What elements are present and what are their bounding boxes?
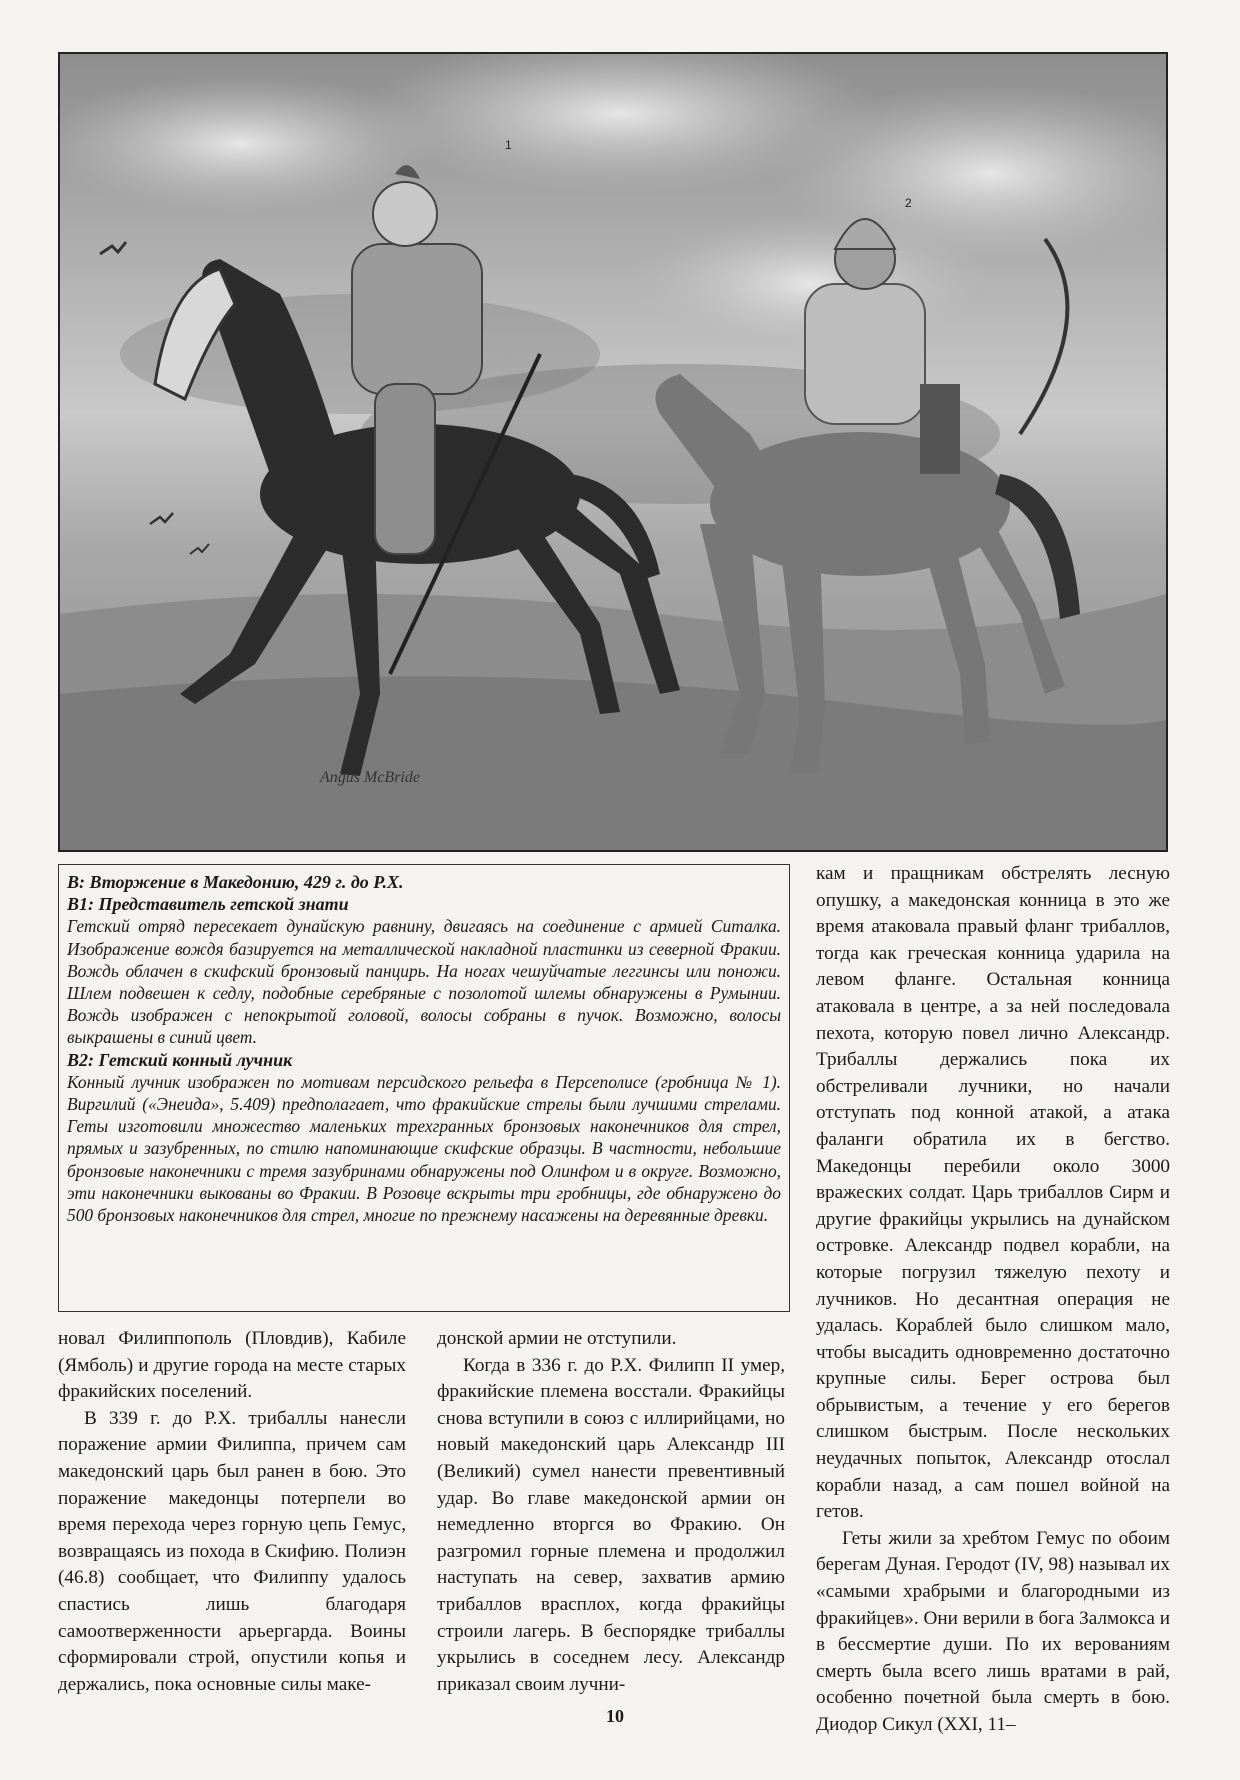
illustration-graphic (60, 54, 1166, 850)
plate-caption-box (58, 864, 790, 1312)
figure-marker-2: 2 (905, 196, 912, 210)
right-column (816, 861, 1170, 1739)
middle-column (437, 1326, 785, 1698)
b1-text: Гетский отряд пересекает дунайскую равнину, двигаясь на соединение с армией Ситалка. Изображение вождя базируется на металлической накладной пластинки из северной Фракии. Вождь облачен в скифский бронзовый панцирь. На ногах чешуйчатые леггинсы или поножи. Шлем подвешен к седлу, подобные серебряные с позолотой шлемы обнаружены в Румынии. Вождь изображен с непокрытой головой, волосы собраны в пучок. Возможно, волосы выкрашены в синий цвет. (67, 916, 781, 1048)
figure-marker-1: 1 (505, 138, 512, 152)
plate-title: B: Вторжение в Македонию, 429 г. до Р.Х. (67, 872, 404, 892)
b2-text: Конный лучник изображен по мотивам персидского рельефа в Персеполисе (гробница № 1). Виргилий («Энеида», 5.409) предполагает, что фракийские стрелы были лучшими стрелами. Геты изготовили множество маленьких трехгранных бронзовых наконечников для стрел, прямых и зазубренных, по стилю напоминающие скифские образцы. В частности, небольшие бронзовые наконечники с тремя зазубринами обнаружены под Олинфом и в округе. Возможно, эти наконечники выкованы во Фракии. В Розовце вскрыты три гробницы, где обнаружено до 500 бронзовых наконечников для стрел, многие по прежнему насажены на деревянные древки. (67, 1071, 781, 1226)
artist-signature: Angus McBride (320, 769, 420, 786)
illustration-plate (58, 52, 1168, 852)
paragraph: кам и пращникам обстрелять лесную опушку, а македонская конница в это же время атаковала правый фланг трибаллов, тогда как греческая конница ударила на левом фланге. Остальная конница атаковала в центре, а за ней последовала пехота, которую повел лично Александр. Трибаллы держались пока их обстреливали лучники, но начали отступать под конной атакой, а атака фаланги обратила их в бегство. Македонцы перебили около 3000 вражеских солдат. Царь трибаллов Сирм и другие фракийцы укрылись на дунайском островке. Александр подвел корабли, на которые погрузил тяжелую пехоту и лучников. Но десантная операция не удалась. Кораблей было слишком мало, чтобы высадить одновременно достаточно крупные силы. Берег острова был обрывистым, а течение у его берегов слишком быстрым. После нескольких неудачных попыток, Александр отослал корабли назад, а сам пошел войной на гетов. (816, 863, 1170, 1523)
paragraph: новал Филиппополь (Пловдив), Кабиле (Ямболь) и другие города на месте старых фракийских поселений. (58, 1328, 406, 1403)
paragraph: Когда в 336 г. до Р.Х. Филипп II умер, фракийские племена восстали. Фракийцы снова вступили в союз с иллирийцами, но новый македонский царь Александр III (Великий) сумел нанести превентивный удар. Во главе македонской армии он немедленно вторгся во Фракию. Он разгромил горные племена и продолжил наступать на север, захватив армию трибаллов врасплох, когда фракийцы строили лагерь. В беспорядке трибаллы укрылись в соседнем лесу. Александр приказал своим лучни- (437, 1354, 785, 1695)
paragraph: Геты жили за хребтом Гемус по обоим берегам Дуная. Геродот (IV, 98) называл их «самыми храбрыми и благородными из фракийцев». Они верили в бога Залмокса и в бессмертие души. По их верованиям смерть была всего лишь вратами в рай, особенно почетной была смерть в бою. Диодор Сикул (XXI, 11– (816, 1527, 1170, 1735)
paragraph: донской армии не отступили. (437, 1328, 677, 1349)
left-column (58, 1326, 406, 1698)
page-number: 10 (606, 1706, 624, 1726)
b2-heading: B2: Гетский конный лучник (67, 1049, 293, 1070)
paragraph: В 339 г. до Р.Х. трибаллы нанесли поражение армии Филиппа, причем сам македонский царь был ранен в бою. Это поражение македонцы потерпели во время перехода через горную цепь Гемус, возвращаясь из похода в Скифию. Полиэн (46.8) сообщает, что Филиппу удалось спастись лишь благодаря самоотверженности арьергарда. Воины сформировали строй, опустили копья и держались, пока основные силы маке- (58, 1407, 406, 1695)
b1-heading: B1: Представитель гетской знати (67, 894, 349, 915)
